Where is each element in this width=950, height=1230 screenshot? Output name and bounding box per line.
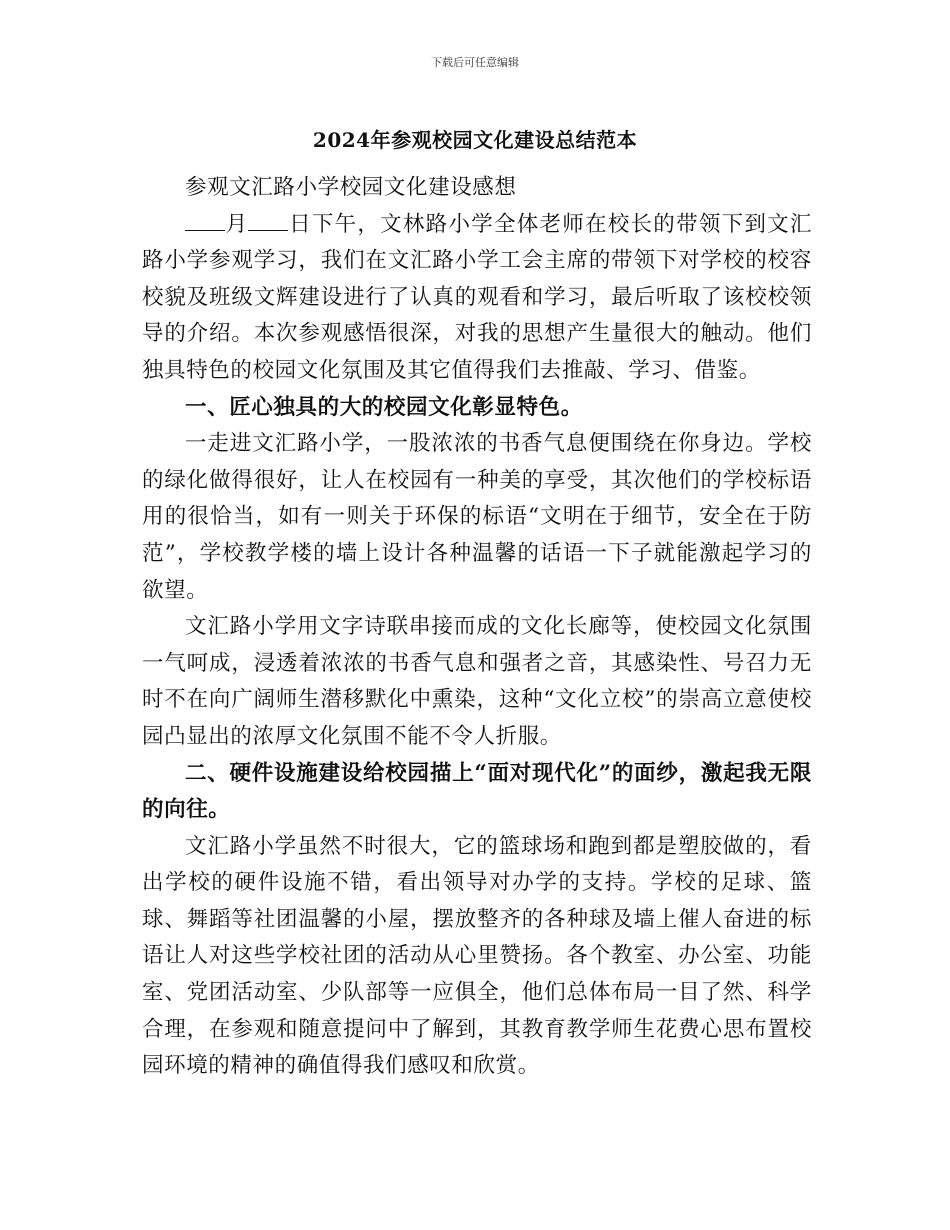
section2-paragraph-1: 文汇路小学虽然不时很大，它的篮球场和跑到都是塑胶做的，看出学校的硬件设施不错，看出领导对办学的支持。学校的足球、篮球、舞蹈等社团温馨的小屋，摆放整齐的各种球及墙上催人奋进的标语让人对这些学校社团的活动从心里赞扬。各个教室、办公室、功能室、党团活动室、少队部等一应俱全，他们总体布局一目了然、科学合理，在参观和随意提问中了解到，其教育教学师生花费心思布置校园环境的精神的确值得我们感叹和欣赏。 xyxy=(142,833,812,1079)
month-blank xyxy=(185,208,225,231)
section1-paragraph-1: 一走进文汇路小学，一股浓浓的书香气息便围绕在你身边。学校的绿化做得很好，让人在校园有一种美的享受，其次他们的学校标语用的很恰当，如有一则关于环保的标语“文明在于细节，安全在于防范”，学校教学楼的墙上设计各种温馨的话语一下子就能激起学习的欲望。 xyxy=(142,431,812,603)
intro-paragraph xyxy=(142,207,812,390)
header-note: 下载后可任意编辑 xyxy=(431,56,519,69)
day-blank xyxy=(248,208,288,231)
document-body xyxy=(142,170,812,1085)
month-suffix: 月 xyxy=(225,211,249,237)
subtitle: 参观文汇路小学校园文化建设感想 xyxy=(185,175,517,200)
document-title: 2024年参观校园文化建设总结范本 xyxy=(312,128,638,152)
section1-paragraph-2: 文汇路小学用文字诗联串接而成的文化长廊等，使校园文化氛围一气呵成，浸透着浓浓的书香气息和强者之音，其感染性、号召力无时不在向广阔师生潜移默化中熏染，这种“文化立校”的崇高立意使校园凸显出的浓厚文化氛围不能不令人折服。 xyxy=(142,614,812,749)
intro-text: 日下午，文林路小学全体老师在校长的带领下到文汇路小学参观学习，我们在文汇路小学工会主席的带领下对学校的校容校貌及班级文辉建设进行了认真的观看和学习，最后听取了该校校领导的介绍。本次参观感悟很深，对我的思想产生量很大的触动。他们独具特色的校园文化氛围及其它值得我们去推敲、学习、借鉴。 xyxy=(142,211,812,383)
section2-heading: 二、硬件设施建设给校园描上“面对现代化”的面纱，激起我无限的向往。 xyxy=(142,760,812,823)
section1-heading: 一、匠心独具的大的校园文化彰显特色。 xyxy=(185,394,583,420)
